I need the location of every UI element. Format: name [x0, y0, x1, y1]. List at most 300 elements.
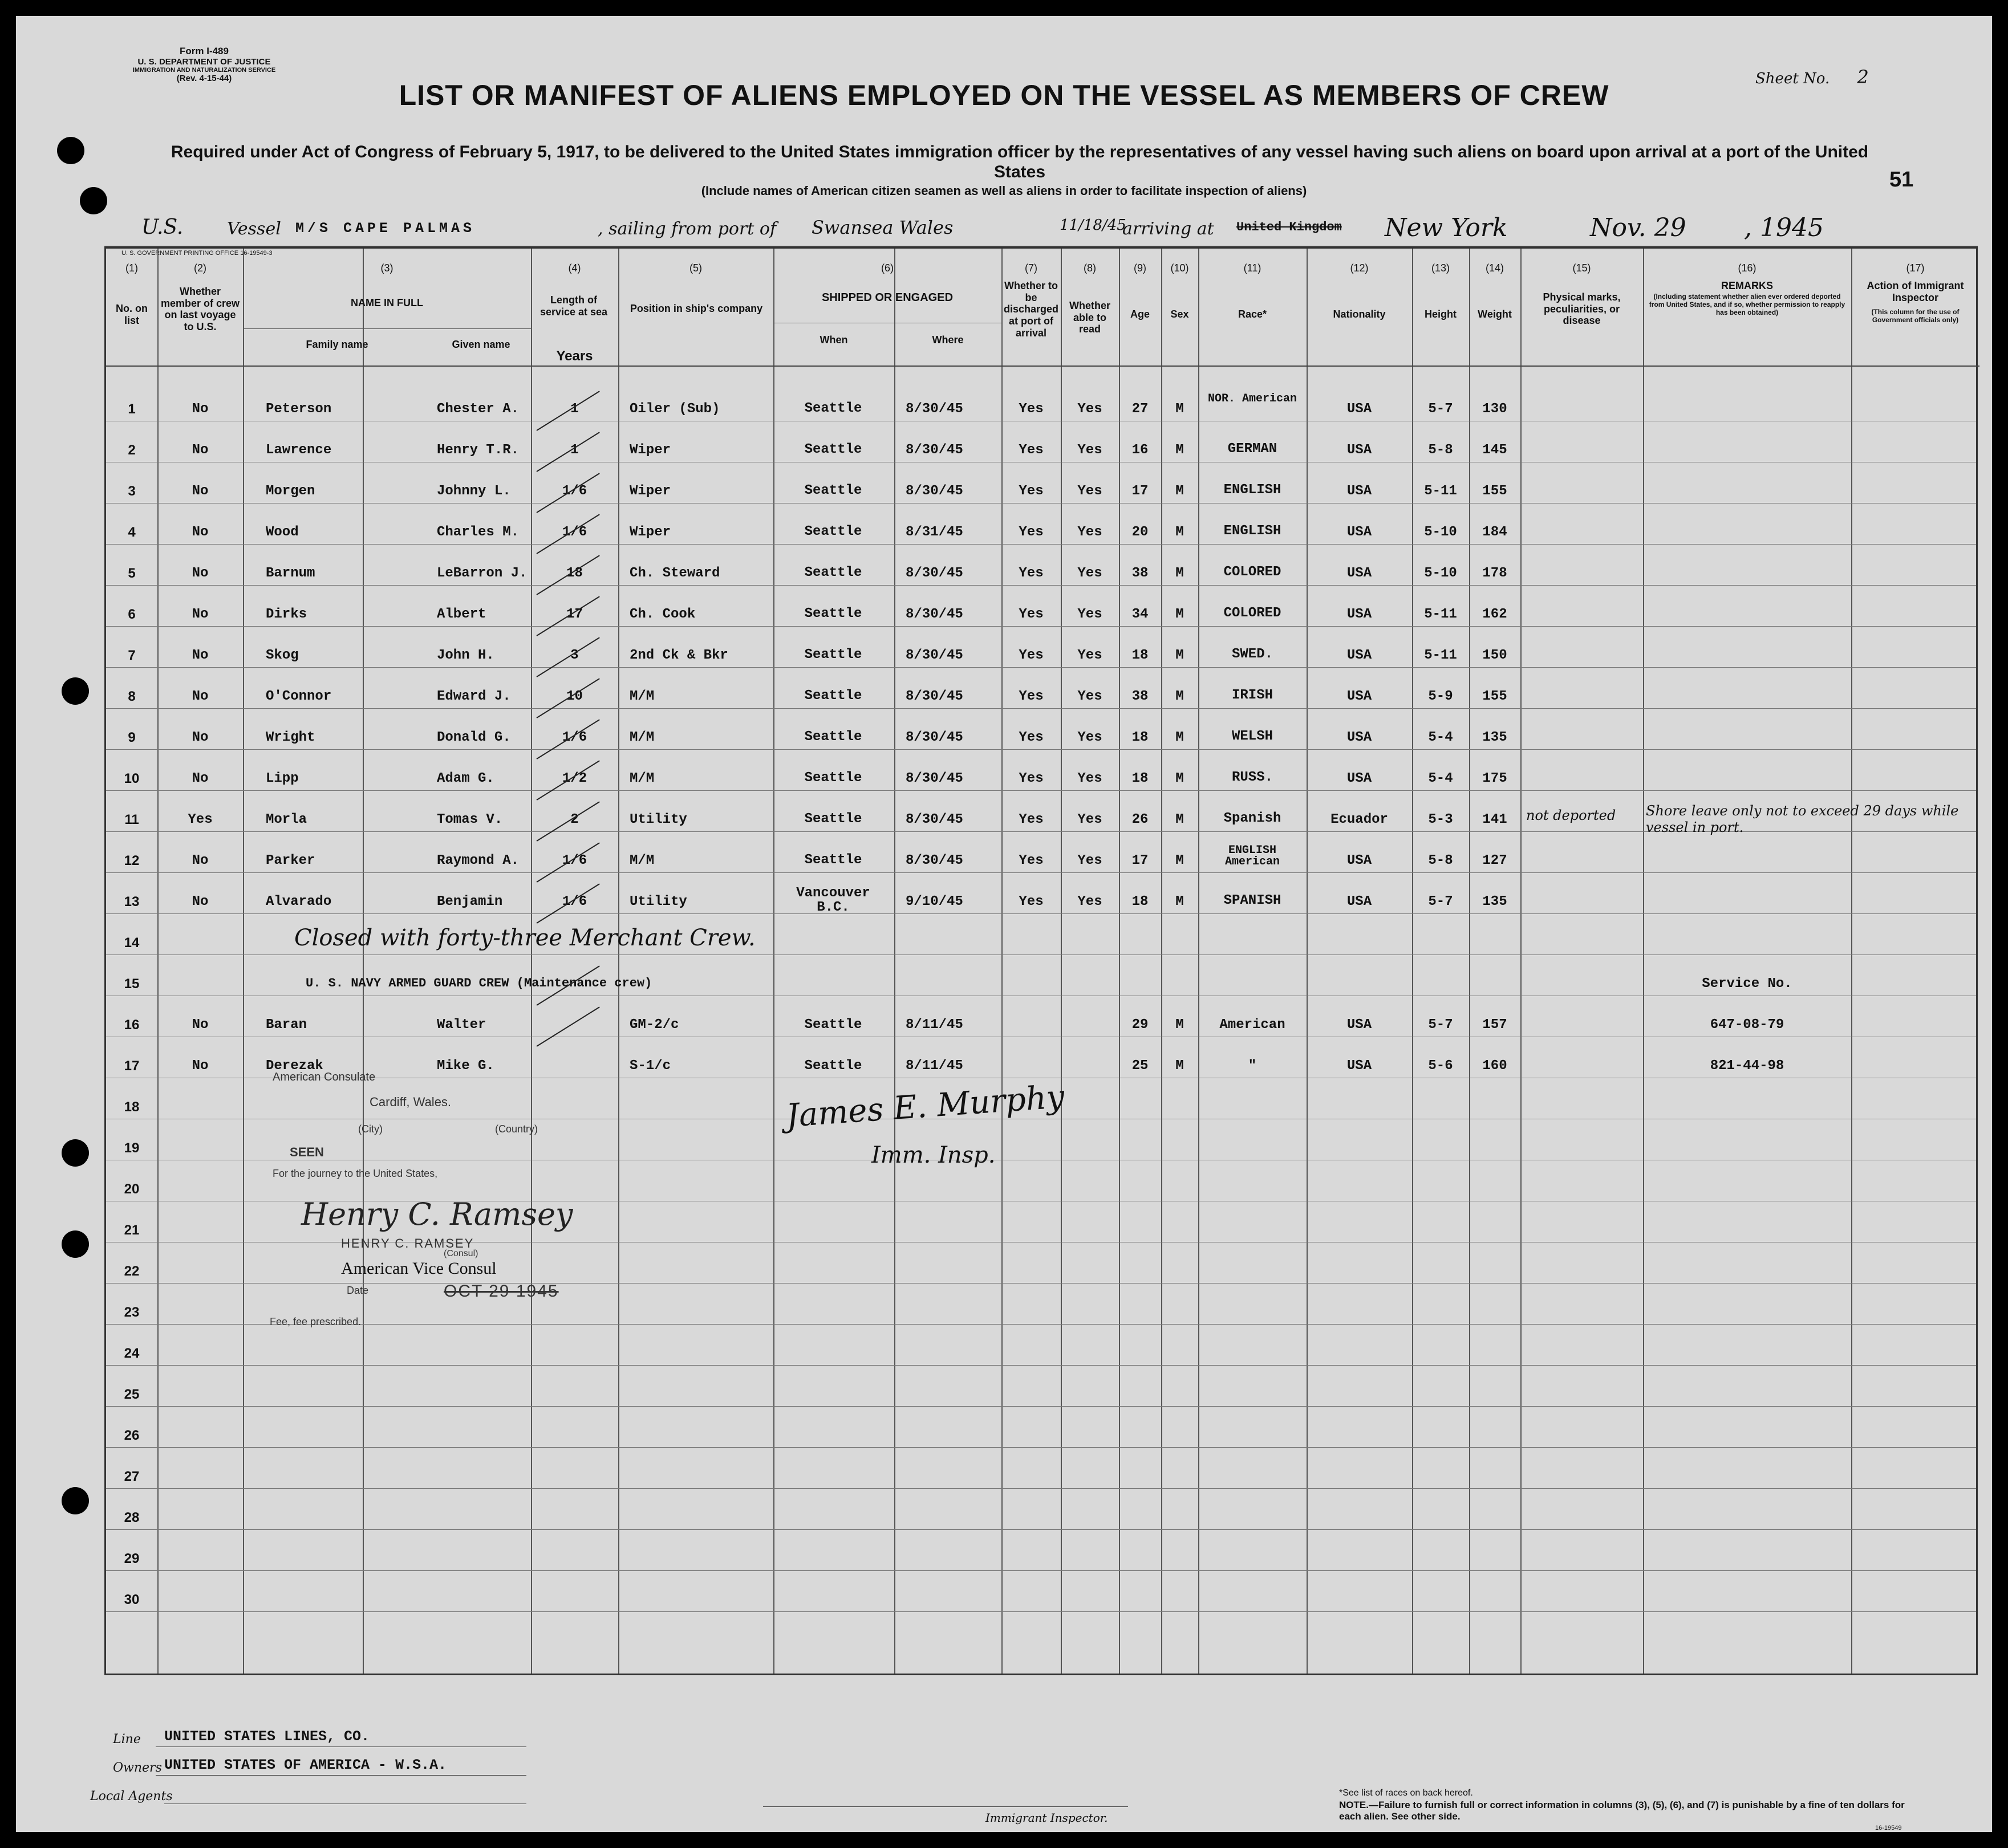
header-years-unit: Years — [556, 348, 593, 364]
height: 5-7 — [1428, 1017, 1453, 1033]
able-to-read: Yes — [1077, 894, 1102, 909]
race: COLORED — [1223, 606, 1281, 621]
row-number: 9 — [128, 730, 136, 745]
weight: 150 — [1482, 648, 1507, 663]
sex: M — [1175, 401, 1184, 417]
weight: 160 — [1482, 1058, 1507, 1074]
able-to-read: Yes — [1077, 648, 1102, 663]
consul-date-label: Date — [347, 1285, 369, 1296]
header-remarks-note: (Including statement whether alien ever ordered deported from United States, and if so, whether permission to reapply has been obtained) — [1649, 293, 1845, 316]
given-name: Walter — [437, 1017, 486, 1033]
footer-note: NOTE.—Failure to furnish full or correct information in columns (3), (5), (6), and (7) is punishable by a fine of ten dollars for each alien. See other side. — [1339, 1800, 1905, 1822]
row-number: 4 — [128, 525, 136, 540]
consul-line2: Cardiff, Wales. — [370, 1095, 452, 1109]
col-number: (11) — [1243, 262, 1261, 274]
discharged: Yes — [1019, 812, 1044, 827]
row-number: 19 — [124, 1140, 140, 1156]
nationality: USA — [1346, 1017, 1372, 1033]
form-revision: (Rev. 4-15-44) — [176, 74, 232, 84]
weight: 127 — [1482, 853, 1507, 868]
family-name: Parker — [266, 853, 315, 868]
age: 18 — [1131, 730, 1149, 745]
age: 16 — [1131, 442, 1149, 458]
header-member-crew: Whether member of crew on last voyage to U.S. — [160, 286, 240, 333]
position: Utility — [630, 894, 687, 909]
form-number: Form I-489 — [180, 46, 229, 56]
form-department: U. S. DEPARTMENT OF JUSTICE — [137, 56, 271, 67]
sex: M — [1175, 484, 1184, 499]
row-number: 1 — [128, 401, 136, 417]
header-remarks: REMARKS — [1721, 280, 1773, 291]
col-number: (4) — [568, 262, 581, 274]
row-number: 3 — [128, 484, 136, 499]
shipped-when: 8/30/45 — [906, 689, 963, 704]
shipped-when: 8/30/45 — [906, 401, 963, 417]
sex: M — [1175, 525, 1184, 540]
crew-member-last-voyage: No — [192, 401, 209, 417]
header-length-service: Length of service at sea — [539, 294, 608, 318]
consul-signature: Henry C. Ramsey — [301, 1196, 573, 1232]
shipped-when: 8/30/45 — [906, 771, 963, 786]
header-given-name: Given name — [452, 339, 510, 350]
sex: M — [1175, 1058, 1184, 1074]
nationality: USA — [1346, 771, 1372, 786]
weight: 155 — [1482, 484, 1507, 499]
given-name: Adam G. — [437, 771, 494, 786]
sex: M — [1175, 1017, 1184, 1033]
col-number: (10) — [1170, 262, 1189, 274]
header-action-note: (This column for the use of Government officials only) — [1871, 308, 1960, 324]
row-number: 7 — [128, 648, 136, 663]
crew-member-last-voyage: Yes — [188, 812, 213, 827]
years-at-sea: 1/6 — [562, 484, 587, 499]
form-service: IMMIGRATION AND NATURALIZATION SERVICE — [132, 66, 276, 74]
nationality: USA — [1346, 525, 1372, 540]
shipped-when: 8/11/45 — [906, 1017, 963, 1033]
years-at-sea: 1 — [570, 442, 579, 458]
age: 29 — [1131, 1017, 1149, 1033]
closed-note: Closed with forty-three Merchant Crew. — [294, 925, 756, 951]
col-number: (3) — [380, 262, 394, 274]
discharged: Yes — [1019, 730, 1044, 745]
shipped-where: Seattle — [804, 729, 862, 745]
weight: 175 — [1482, 771, 1507, 786]
able-to-read: Yes — [1077, 401, 1102, 417]
position: M/M — [630, 853, 655, 868]
position: Ch. Cook — [630, 607, 696, 622]
vessel-line — [141, 213, 1852, 245]
footer-agents-label: Local Agents — [90, 1789, 173, 1804]
years-at-sea: 1/6 — [562, 853, 587, 868]
family-name: Barnum — [266, 566, 315, 581]
family-name: Derezak — [266, 1058, 323, 1074]
row-number: 6 — [128, 607, 136, 622]
given-name: Mike G. — [437, 1058, 494, 1074]
race: Spanish — [1223, 811, 1281, 826]
sailing-date: 11/18/45 — [1060, 217, 1126, 234]
shipped-when: 8/30/45 — [906, 484, 963, 499]
race: SPANISH — [1223, 893, 1281, 908]
race: RUSS. — [1231, 770, 1273, 785]
consul-line1: American Consulate — [273, 1071, 376, 1083]
sex: M — [1175, 689, 1184, 704]
binder-hole — [62, 1139, 89, 1167]
header-name-in-full: NAME IN FULL — [351, 297, 423, 308]
page-subnote: (Include names of American citizen seamen as well as aliens in order to facilitate inspection of aliens) — [701, 184, 1307, 198]
row-number: 10 — [124, 771, 140, 786]
arriving-struck: United Kingdom — [1236, 220, 1342, 234]
consul-date: OCT 29 1945 — [444, 1282, 559, 1301]
height: 5-11 — [1424, 648, 1457, 663]
height: 5-10 — [1424, 566, 1457, 581]
service-number: 821-44-98 — [1710, 1058, 1784, 1074]
col-number: (9) — [1134, 262, 1146, 274]
weight: 157 — [1482, 1017, 1507, 1033]
shipped-when: 8/30/45 — [906, 730, 963, 745]
sex: M — [1175, 853, 1184, 868]
nationality: USA — [1346, 730, 1372, 745]
header-shipped-engaged: SHIPPED OR ENGAGED — [821, 291, 954, 304]
shipped-when: 8/30/45 — [906, 648, 963, 663]
col-number: (13) — [1431, 262, 1450, 274]
col-number: (7) — [1025, 262, 1037, 274]
given-name: Edward J. — [437, 689, 511, 704]
shipped-where: Seattle — [804, 647, 862, 663]
shipped-where: Seattle — [804, 442, 862, 457]
weight: 135 — [1482, 730, 1507, 745]
row-number: 29 — [124, 1551, 140, 1566]
row-number: 15 — [124, 976, 140, 992]
crew-member-last-voyage: No — [192, 484, 209, 499]
row-number: 22 — [124, 1264, 140, 1279]
age: 26 — [1131, 812, 1149, 827]
race: ENGLISH — [1223, 482, 1281, 498]
weight: 141 — [1482, 812, 1507, 827]
page-number: 51 — [1889, 168, 1914, 192]
nationality: USA — [1346, 607, 1372, 622]
row-number: 28 — [124, 1510, 140, 1525]
footer-line-value: UNITED STATES LINES, CO. — [164, 1728, 370, 1745]
age: 18 — [1131, 894, 1149, 909]
given-name: LeBarron J. — [437, 566, 528, 581]
given-name: Charles M. — [437, 525, 520, 540]
position: Wiper — [630, 525, 671, 540]
weight: 184 — [1482, 525, 1507, 540]
shipped-when: 9/10/45 — [906, 894, 963, 909]
row-number: 20 — [124, 1181, 140, 1197]
footer-race-note: *See list of races on back hereof. — [1339, 1788, 1473, 1798]
crew-member-last-voyage: No — [192, 648, 209, 663]
years-at-sea: 2 — [570, 812, 579, 827]
shipped-where: Seattle — [804, 401, 862, 416]
discharged: Yes — [1019, 484, 1044, 499]
years-at-sea: 1 — [570, 401, 579, 417]
binder-hole — [57, 137, 84, 164]
family-name: Skog — [266, 648, 299, 663]
form-block — [130, 46, 278, 84]
age: 17 — [1131, 484, 1149, 499]
able-to-read: Yes — [1077, 484, 1102, 499]
page-title: LIST OR MANIFEST OF ALIENS EMPLOYED ON THE VESSEL AS MEMBERS OF CREW — [399, 79, 1609, 111]
service-no-label: Service No. — [1702, 976, 1792, 992]
col-number: (2) — [194, 262, 206, 274]
header-nationality: Nationality — [1333, 308, 1386, 320]
given-name: Chester A. — [437, 401, 520, 417]
family-name: O'Connor — [266, 689, 332, 704]
row-number: 23 — [124, 1305, 140, 1320]
family-name: Lawrence — [266, 442, 332, 458]
header-action-inspector: Action of Immigrant Inspector — [1867, 280, 1964, 303]
col-number: (17) — [1906, 262, 1925, 274]
nationality: USA — [1346, 689, 1372, 704]
check-mark — [536, 1006, 599, 1047]
sex: M — [1175, 894, 1184, 909]
years-at-sea: 3 — [570, 648, 579, 663]
weight: 162 — [1482, 607, 1507, 622]
height: 5-3 — [1428, 812, 1453, 827]
sex: M — [1175, 648, 1184, 663]
arriving-label: arriving at — [1122, 219, 1214, 239]
crew-member-last-voyage: No — [192, 566, 209, 581]
crew-member-last-voyage: No — [192, 607, 209, 622]
age: 34 — [1131, 607, 1149, 622]
age: 27 — [1131, 401, 1149, 417]
discharged: Yes — [1019, 894, 1044, 909]
discharged: Yes — [1019, 607, 1044, 622]
footer-owners-value: UNITED STATES OF AMERICA - W.S.A. — [164, 1757, 447, 1773]
position: M/M — [630, 771, 655, 786]
shipped-when: 8/30/45 — [906, 566, 963, 581]
row-number: 26 — [124, 1428, 140, 1443]
crew-member-last-voyage: No — [192, 853, 209, 868]
sex: M — [1175, 730, 1184, 745]
sheet-number-label: Sheet No. — [1755, 70, 1830, 87]
family-name: Dirks — [266, 607, 307, 622]
row-number: 25 — [124, 1387, 140, 1402]
position: GM-2/c — [630, 1017, 679, 1033]
position: M/M — [630, 689, 655, 704]
consul-country: (Country) — [495, 1123, 538, 1135]
crew-member-last-voyage: No — [192, 730, 209, 745]
header-position: Position in ship's company — [630, 303, 763, 314]
row-number: 27 — [124, 1469, 140, 1484]
header-age: Age — [1130, 308, 1150, 320]
row-number: 13 — [124, 894, 140, 909]
consul-fee: Fee, fee prescribed. — [270, 1316, 362, 1327]
family-name: Peterson — [266, 401, 332, 417]
discharged: Yes — [1019, 525, 1044, 540]
shipped-where: Seattle — [804, 852, 862, 868]
shipped-when: 8/30/45 — [906, 853, 963, 868]
row-number: 17 — [124, 1058, 140, 1074]
position: 2nd Ck & Bkr — [630, 648, 728, 663]
row-number: 16 — [124, 1017, 140, 1033]
shipped-where: Seattle — [804, 770, 862, 786]
header-no-on-list: No. on list — [116, 303, 148, 326]
row-number: 8 — [128, 689, 136, 704]
binder-hole — [62, 1230, 89, 1258]
discharged: Yes — [1019, 442, 1044, 458]
years-at-sea: 10 — [566, 689, 583, 704]
able-to-read: Yes — [1077, 442, 1102, 458]
consul-journey: For the journey to the United States, — [273, 1168, 438, 1179]
printing-office: U. S. GOVERNMENT PRINTING OFFICE 16-19549-3 — [121, 250, 273, 257]
position: M/M — [630, 730, 655, 745]
shipped-when: 8/11/45 — [906, 1058, 963, 1074]
height: 5-8 — [1428, 853, 1453, 868]
position: Ch. Steward — [630, 566, 720, 581]
shipped-when: 8/30/45 — [906, 442, 963, 458]
position: S-1/c — [630, 1058, 671, 1074]
crew-member-last-voyage: No — [192, 894, 209, 909]
col-number: (5) — [689, 262, 702, 274]
family-name: Morgen — [266, 484, 315, 499]
col-number: (15) — [1572, 262, 1591, 274]
row-number: 24 — [124, 1346, 140, 1361]
crew-member-last-voyage: No — [192, 442, 209, 458]
crew-member-last-voyage: No — [192, 525, 209, 540]
years-at-sea: 18 — [566, 566, 583, 581]
binder-hole — [62, 1487, 89, 1514]
col-number: (12) — [1350, 262, 1369, 274]
sailing-label: , sailing from port of — [598, 219, 777, 239]
crew-member-last-voyage: No — [192, 1058, 209, 1074]
height: 5-9 — [1428, 689, 1453, 704]
navy-section-title: U. S. NAVY ARMED GUARD CREW (Maintenance crew) — [306, 976, 652, 990]
header-sex: Sex — [1170, 308, 1189, 320]
service-number: 647-08-79 — [1710, 1017, 1784, 1033]
able-to-read: Yes — [1077, 730, 1102, 745]
discharged: Yes — [1019, 689, 1044, 704]
age: 20 — [1131, 525, 1149, 540]
footer-inspector-label: Immigrant Inspector. — [985, 1811, 1108, 1825]
able-to-read: Yes — [1077, 566, 1102, 581]
row-number: 12 — [124, 853, 140, 868]
arriving-year: , 1945 — [1744, 213, 1824, 242]
consul-city: (City) — [358, 1123, 383, 1135]
shipped-where: Vancouver B.C. — [796, 886, 870, 916]
years-at-sea: 17 — [566, 607, 583, 622]
header-race: Race* — [1238, 308, 1267, 320]
row-number: 21 — [124, 1222, 140, 1238]
consul-stamp — [255, 1071, 620, 1310]
height: 5-11 — [1424, 607, 1457, 622]
race: GERMAN — [1227, 441, 1277, 457]
crew-manifest-table — [104, 247, 1978, 1675]
crew-member-last-voyage: No — [192, 689, 209, 704]
consul-name: HENRY C. RAMSEY — [341, 1236, 474, 1250]
given-name: Tomas V. — [437, 812, 503, 827]
weight: 178 — [1482, 566, 1507, 581]
header-height: Height — [1425, 308, 1457, 320]
shipped-when: 8/31/45 — [906, 525, 963, 540]
sheet-number-value: 2 — [1857, 66, 1869, 88]
header-when: When — [820, 334, 848, 346]
header-physical-marks: Physical marks, peculiarities, or disease — [1543, 291, 1621, 327]
race: WELSH — [1231, 729, 1273, 744]
shipped-where: Seattle — [804, 1058, 862, 1074]
header-where: Where — [932, 334, 964, 346]
height: 5-4 — [1428, 771, 1453, 786]
footer — [16, 1675, 1992, 1832]
col-number: (6) — [881, 262, 894, 274]
row-number: 2 — [128, 442, 136, 458]
row-number: 5 — [128, 566, 136, 581]
col-number: (16) — [1738, 262, 1757, 274]
manifest-sheet — [16, 16, 1992, 1832]
col-number: (8) — [1084, 262, 1096, 274]
shipped-when: 8/30/45 — [906, 607, 963, 622]
vessel-name: M/S CAPE PALMAS — [295, 220, 476, 237]
sex: M — [1175, 566, 1184, 581]
family-name: Wright — [266, 730, 315, 745]
header-discharged: Whether to be discharged at port of arrival — [1004, 280, 1059, 339]
nationality: USA — [1346, 853, 1372, 868]
header-family-name: Family name — [306, 339, 368, 350]
position: Wiper — [630, 484, 671, 499]
weight: 130 — [1482, 401, 1507, 417]
row-number: 14 — [124, 935, 140, 951]
able-to-read: Yes — [1077, 812, 1102, 827]
col-number: (14) — [1485, 262, 1504, 274]
row-number: 18 — [124, 1099, 140, 1115]
sex: M — [1175, 442, 1184, 458]
shipped-when: 8/30/45 — [906, 812, 963, 827]
shipped-where: Seattle — [804, 483, 862, 498]
race: ENGLISH American — [1224, 844, 1280, 868]
nationality: Ecuador — [1330, 812, 1388, 827]
nationality: USA — [1346, 442, 1372, 458]
able-to-read: Yes — [1077, 525, 1102, 540]
consul-seen: SEEN — [290, 1145, 324, 1159]
vessel-label: Vessel — [227, 219, 281, 239]
height: 5-7 — [1428, 401, 1453, 417]
given-name: Johnny L. — [437, 484, 511, 499]
crew-member-last-voyage: No — [192, 1017, 209, 1033]
sex: M — [1175, 812, 1184, 827]
col-number: (1) — [125, 262, 138, 274]
header-able-read: Whether able to read — [1069, 300, 1110, 335]
height: 5-8 — [1428, 442, 1453, 458]
family-name: Lipp — [266, 771, 299, 786]
years-at-sea: 1/6 — [562, 730, 587, 745]
race: ENGLISH — [1223, 523, 1281, 539]
able-to-read: Yes — [1077, 689, 1102, 704]
header-weight: Weight — [1478, 308, 1512, 320]
discharged: Yes — [1019, 771, 1044, 786]
years-at-sea: 1/6 — [562, 525, 587, 540]
nationality: USA — [1346, 648, 1372, 663]
inspector-signature-title: Imm. Insp. — [871, 1142, 996, 1168]
weight: 145 — [1482, 442, 1507, 458]
nationality: USA — [1346, 1058, 1372, 1074]
remarks: Shore leave only not to exceed 29 days while vessel in port. — [1646, 803, 1959, 835]
discharged: Yes — [1019, 566, 1044, 581]
position: Oiler (Sub) — [630, 401, 720, 417]
age: 25 — [1131, 1058, 1149, 1074]
race: American — [1219, 1017, 1285, 1033]
age: 38 — [1131, 566, 1149, 581]
position: Wiper — [630, 442, 671, 458]
arriving-date: Nov. 29 — [1590, 213, 1686, 242]
family-name: Baran — [266, 1017, 307, 1033]
discharged: Yes — [1019, 401, 1044, 417]
footer-code: 16-19549 — [1875, 1825, 1902, 1831]
race: COLORED — [1223, 564, 1281, 580]
able-to-read: Yes — [1077, 771, 1102, 786]
crew-member-last-voyage: No — [192, 771, 209, 786]
height: 5-11 — [1424, 484, 1457, 499]
